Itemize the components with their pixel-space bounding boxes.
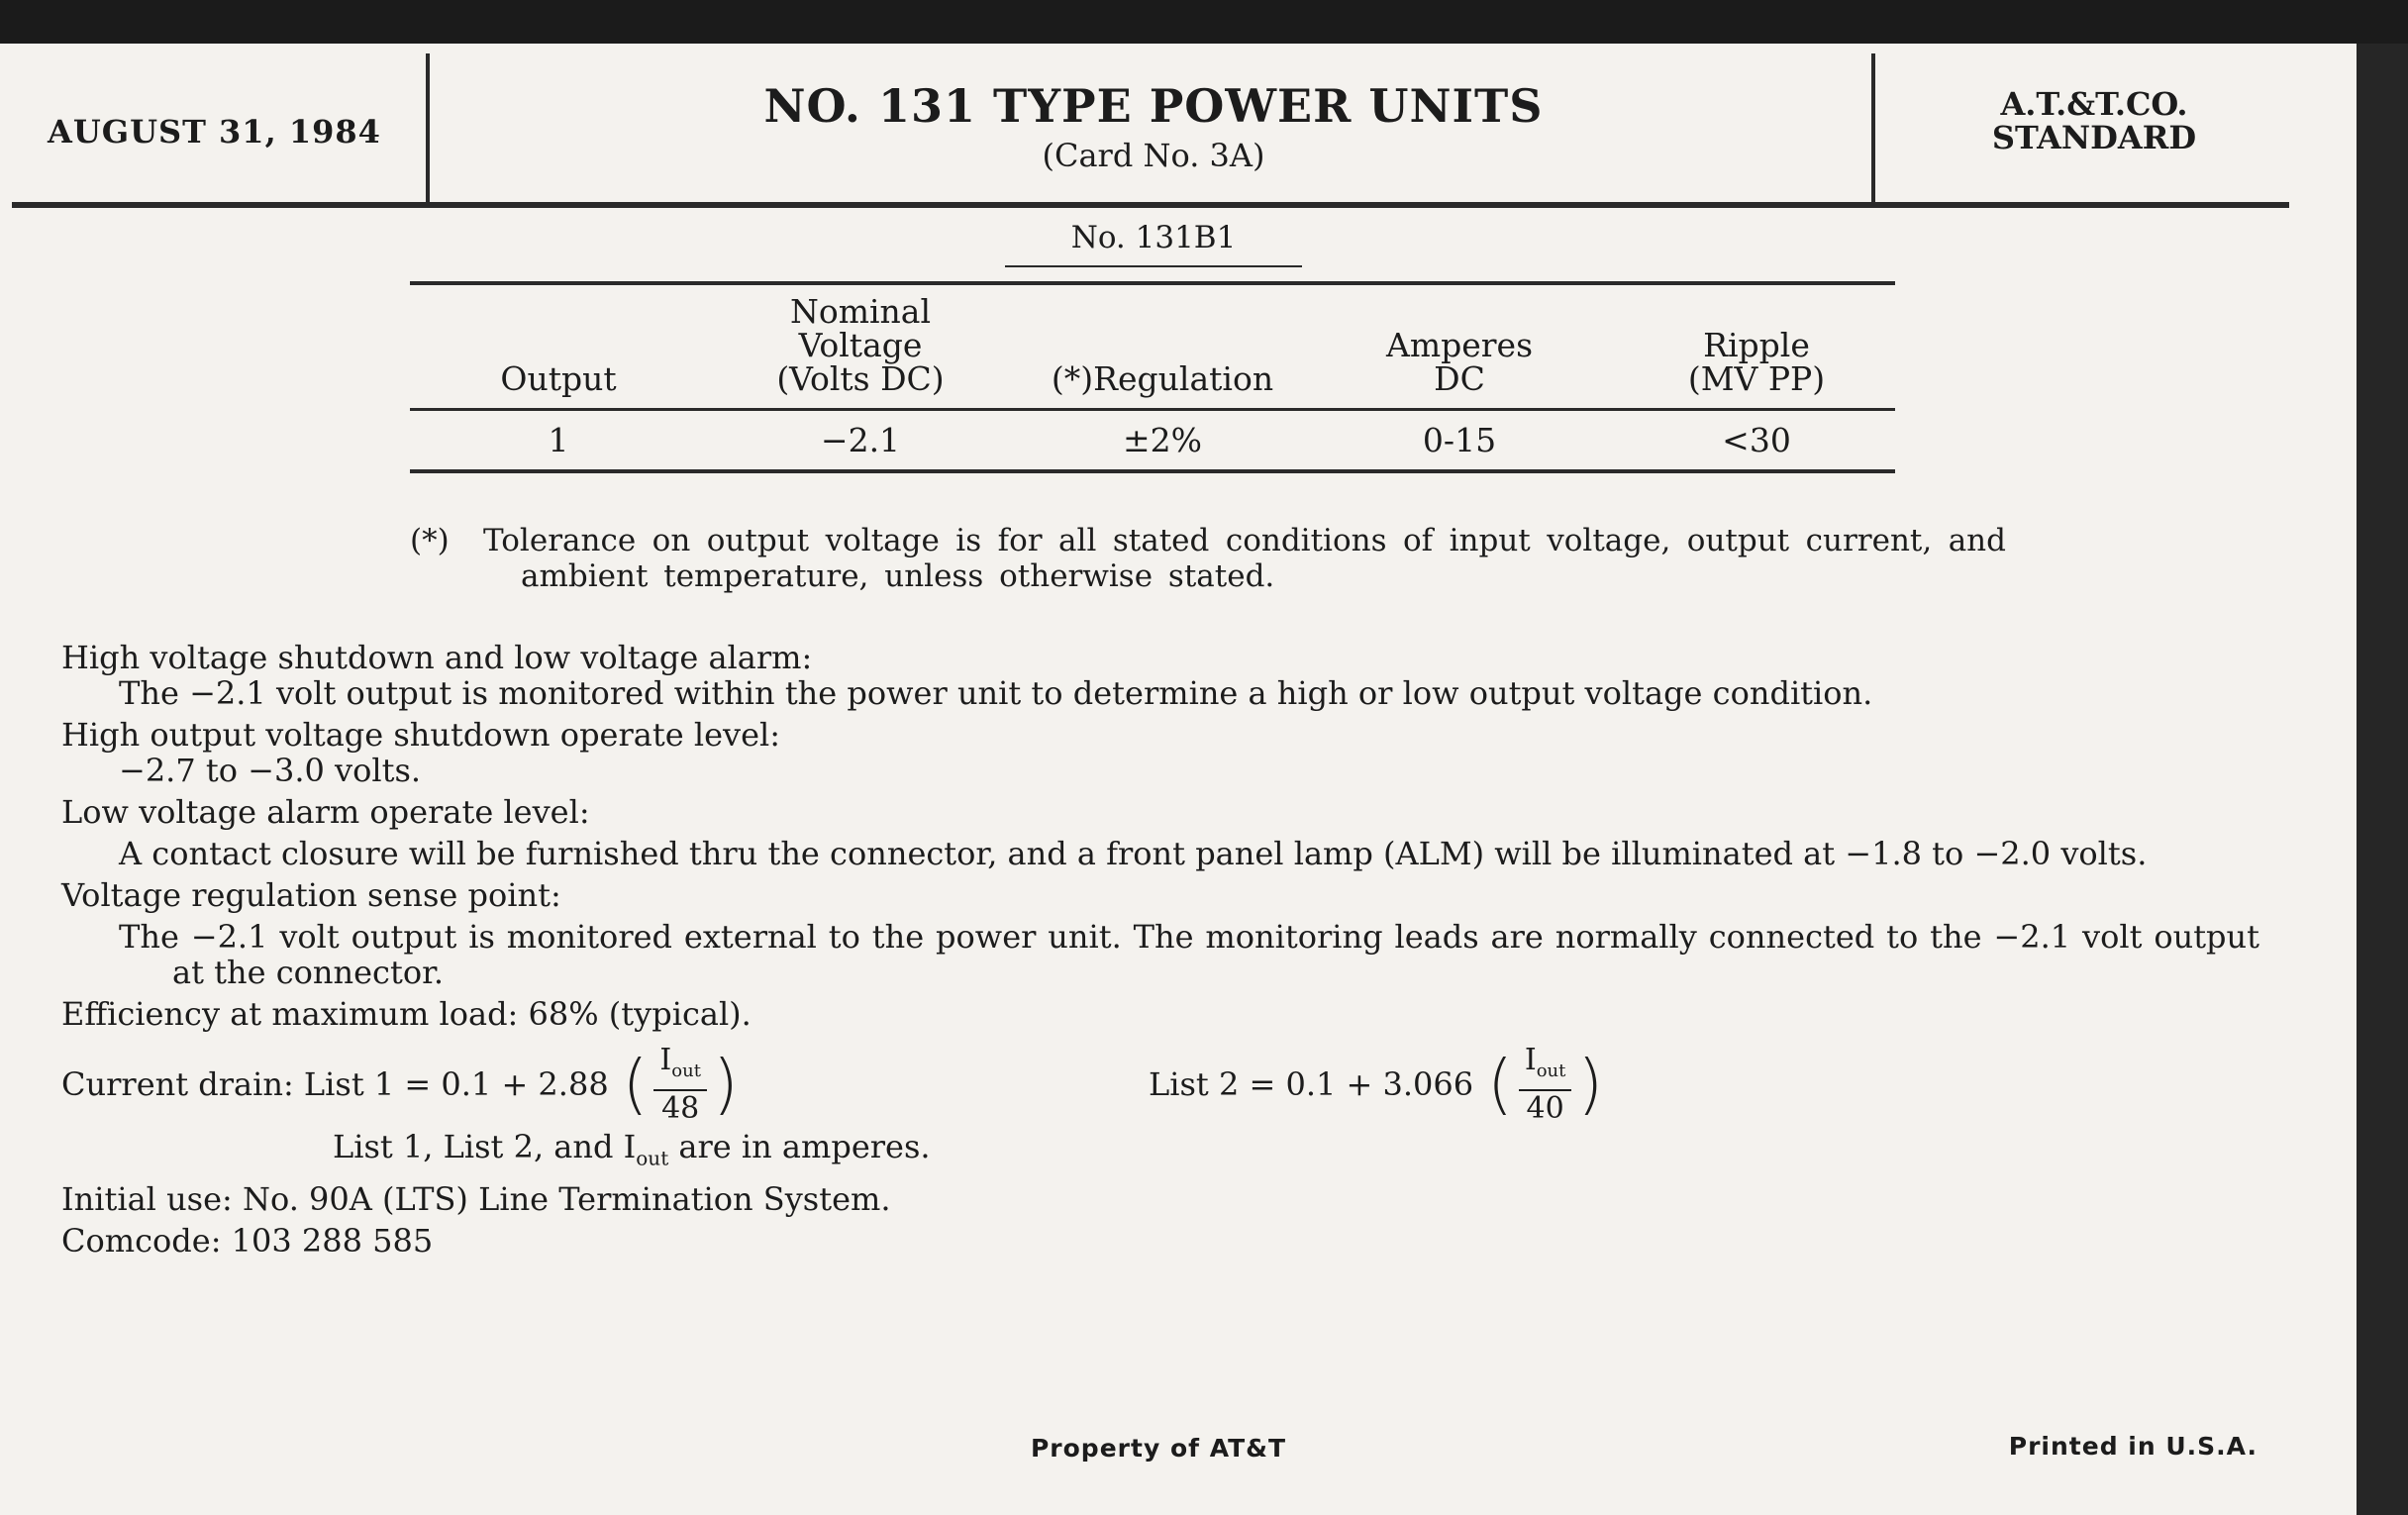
shutdown-text: The −2.1 volt output is monitored within the power unit to determine a high or low output voltage condition. <box>119 674 1873 712</box>
lv-text: A contact closure will be furnished thru the connector, and a front panel lamp (ALM) will be illuminated at −1.8 to −2.0 volts. <box>119 835 2148 872</box>
paren-right: ) <box>1577 1046 1604 1122</box>
efficiency: Efficiency at maximum load: 68% (typical). <box>61 995 752 1033</box>
header-voltage-line1: Nominal <box>789 292 932 331</box>
list2-label: List 2 = 0.1 + 3.066 <box>1149 1065 1474 1103</box>
header-amperes-line1: Amperes <box>1385 326 1534 364</box>
header-divider-left <box>426 53 430 202</box>
paren-left: ( <box>622 1046 649 1122</box>
table-header-rule <box>410 408 1895 411</box>
list1-formula <box>61 1040 739 1129</box>
current-drain <box>61 1040 2259 1129</box>
model-underline <box>1005 265 1302 267</box>
cell-voltage: −2.1 <box>820 421 901 459</box>
header-rule <box>12 202 2289 208</box>
property-label: Property of AT&T <box>1030 1434 1287 1463</box>
paren-right: ) <box>712 1046 739 1122</box>
list2-numerator: $I_{out}$ <box>1519 1043 1572 1091</box>
tolerance-note <box>410 523 2006 594</box>
list2-fraction <box>1519 1043 1572 1127</box>
date: AUGUST 31, 1984 <box>48 113 381 151</box>
scan-edge <box>2357 44 2408 1515</box>
note-mark: (*) <box>410 523 450 558</box>
list1-denominator: 48 <box>661 1090 700 1126</box>
card-number: (Card No. 3A) <box>1042 137 1265 174</box>
table-top-rule <box>410 281 1895 285</box>
title-block <box>436 79 1871 174</box>
initial-use: Initial use: No. 90A (LTS) Line Termination System. <box>61 1180 891 1219</box>
sense-text: The −2.1 volt output is monitored external to the power unit. The monitoring leads are normally connected to the −2.1 volt output at the connector. <box>119 918 2259 991</box>
cell-ripple: <30 <box>1722 421 1791 459</box>
header-divider-right <box>1871 53 1875 202</box>
cell-amperes: 0-15 <box>1422 421 1497 459</box>
header-voltage-line3: (Volts DC) <box>776 359 945 398</box>
list1-label: Current drain: List 1 = 0.1 + 2.88 <box>61 1065 609 1103</box>
table-bottom-rule <box>410 469 1895 473</box>
header-voltage-line2: Voltage <box>798 326 923 364</box>
paren-left: ( <box>1487 1046 1513 1122</box>
shutdown-heading: High voltage shutdown and low voltage alarm: <box>61 639 813 676</box>
header-ripple <box>1608 326 1905 398</box>
hv-text: −2.7 to −3.0 volts. <box>119 752 422 789</box>
page-title: NO. 131 TYPE POWER UNITS <box>763 79 1544 133</box>
standard-line2: STANDARD <box>1991 119 2197 156</box>
list2-formula <box>1149 1040 1603 1129</box>
cell-output: 1 <box>548 421 569 459</box>
header-ripple-line1: Ripple <box>1703 326 1810 364</box>
lv-heading: Low voltage alarm operate level: <box>61 793 590 831</box>
cell-regulation: ±2% <box>1122 421 1202 459</box>
header-output: Output <box>500 359 617 398</box>
standard-line1: A.T.&T.CO. <box>2000 85 2188 123</box>
header-amperes-line2: DC <box>1434 359 1485 398</box>
list1-numerator: $I_{out}$ <box>653 1043 707 1091</box>
hv-heading: High output voltage shutdown operate level: <box>61 716 781 754</box>
list1-fraction <box>653 1043 707 1127</box>
comcode: Comcode: 103 288 585 <box>61 1222 434 1261</box>
list2-denominator: 40 <box>1526 1090 1564 1126</box>
printed-label: Printed in U.S.A. <box>2008 1432 2258 1461</box>
header-voltage <box>707 292 1014 398</box>
sense-heading: Voltage regulation sense point: <box>61 876 561 914</box>
spec-body <box>61 640 2259 1259</box>
standard-label <box>1931 87 2258 154</box>
spec-card <box>0 44 2357 1515</box>
note-text: Tolerance on output voltage is for all stated conditions of input voltage, output current, and ambient temperature, unless otherwise stated. <box>483 523 2006 594</box>
units-note: List 1, List 2, and $I_{out}$ are in amperes. <box>333 1128 931 1170</box>
model-number: No. 131B1 <box>1070 220 1237 255</box>
header-amperes <box>1311 326 1608 398</box>
header-ripple-line2: (MV PP) <box>1687 359 1826 398</box>
header-regulation: (*)Regulation <box>1051 359 1274 398</box>
